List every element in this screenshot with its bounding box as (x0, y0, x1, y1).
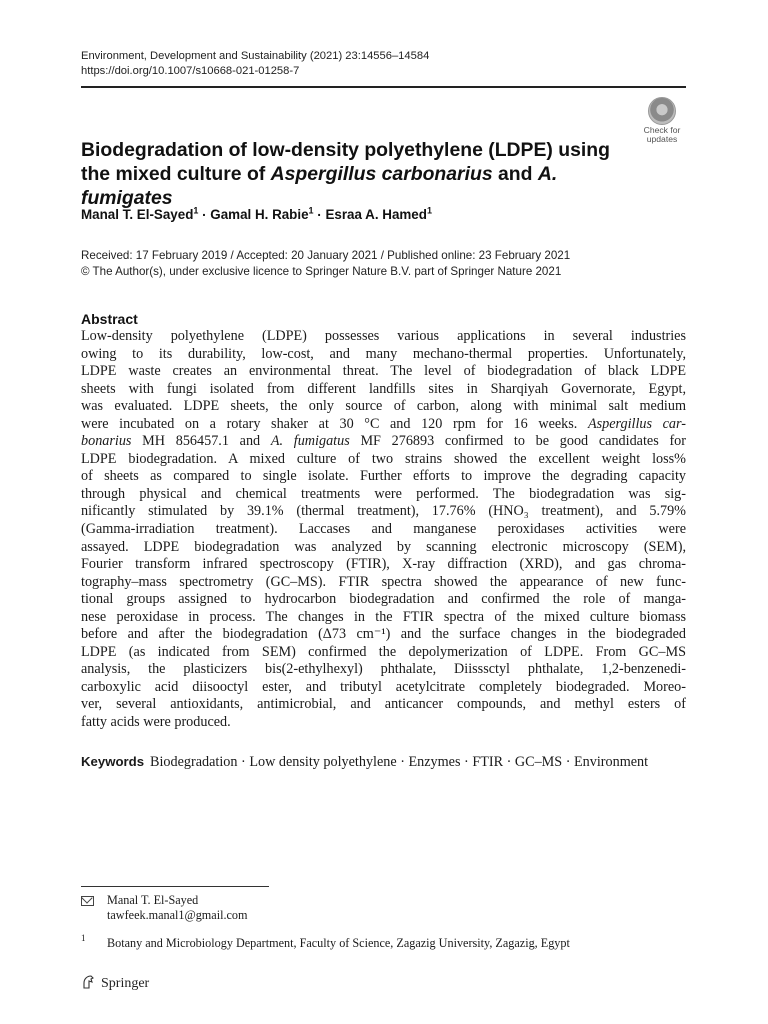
author-list (81, 206, 432, 222)
publication-history (81, 248, 570, 279)
abstract-line: ver, several antioxidants, antimicrobial, and anticancer compounds, and methyl esters of (81, 696, 686, 713)
keywords-text: Biodegradation · Low density polyethylene · Enzymes · FTIR · GC–MS · Environment (150, 754, 649, 770)
title-part-1: Biodegradation of low-density polyethylene (LDPE) using the mixed culture of (81, 139, 610, 185)
abstract-line: nificantly stimulated by 39.1% (thermal treatment), 17.76% (HNO₃ treatment), and 5.79% (81, 503, 686, 520)
corresponding-name: Manal T. El-Sayed (107, 893, 199, 907)
abstract-line: analysis, the plasticizers bis(2-ethylhexyl) phthalate, Diisssctyl phthalate, 1,2-benzenedi- (81, 661, 686, 678)
abstract-line: owing to its durability, low-cost, and many mechano-thermal properties. Unfortunately, (81, 345, 686, 362)
abstract-line: carboxylic acid diisooctyl ester, and tributyl acetylcitrate completely biodegraded. Moreo- (81, 678, 686, 695)
abstract-line: assayed. LDPE biodegradation was analyzed by scanning electronic microscopy (SEM), (81, 538, 686, 555)
keywords-section (81, 753, 686, 772)
badge-line-2: updates (646, 133, 678, 144)
author-affiliation-mark: 1 (308, 206, 314, 216)
affiliation-number: 1 (81, 933, 86, 943)
copyright-line: © The Author(s), under exclusive licence to Springer Nature B.V. part of Springer Nature 2021 (81, 264, 562, 278)
abstract-line: through physical and chemical treatments were performed. The biodegradation was sig- (81, 485, 686, 502)
check-for-updates-badge[interactable] (637, 97, 687, 143)
abstract-line: tography–mass spectrometry (GC–MS). FTIR spectra showed the appearance of new func- (81, 573, 686, 590)
journal-reference: Environment, Development and Sustainability (2021) 23:14556–14584 (81, 50, 430, 62)
abstract-line: of sheets as compared to single isolate. Further efforts to improve the degrading capacity (81, 468, 686, 485)
title-species-2: A. fumigates (81, 163, 558, 209)
history-dates: Received: 17 February 2019 / Accepted: 20 January 2021 / Published online: 23 February 2021 (81, 249, 571, 262)
title-part-2: and (492, 163, 538, 185)
author-name[interactable]: Manal T. El-Sayed$^1$ (81, 206, 199, 223)
abstract-line: nese peroxidase in process. The changes in the FTIR spectra of the mixed culture biomass (81, 608, 686, 625)
author-separator: · (313, 207, 326, 223)
journal-citation (81, 49, 429, 79)
envelope-icon (81, 896, 94, 906)
abstract-heading: Abstract (81, 311, 138, 327)
author-affiliation-mark: 1 (193, 206, 199, 216)
footnote-rule (81, 886, 269, 887)
abstract-text (81, 328, 686, 732)
author-name[interactable]: Esraa A. Hamed$^1$ (325, 206, 432, 223)
check-for-updates-icon (648, 97, 676, 125)
abstract-line: Low-density polyethylene (LDPE) possesses various applications in several industries (81, 328, 686, 344)
title-species-1: Aspergillus carbonarius (270, 163, 493, 185)
header-rule (81, 86, 686, 88)
author-separator: · (198, 207, 211, 223)
abstract-line: LDPE (as indicated from SEM) confirmed the depolymerization of LDPE. From GC–MS (81, 643, 686, 660)
author-name[interactable]: Gamal H. Rabie$^1$ (210, 206, 314, 223)
doi-link[interactable]: https://doi.org/10.1007/s10668-021-01258-7 (81, 65, 300, 77)
abstract-line: tional groups assigned to hydrocarbon biodegradation and confirmed the role of manga- (81, 591, 686, 608)
keywords-label: Keywords (81, 754, 145, 769)
author-affiliation-mark: 1 (426, 206, 432, 216)
affiliation-text: Botany and Microbiology Department, Faculty of Science, Zagazig University, Zagazig, Egypt (107, 936, 570, 950)
abstract-line: were incubated on a rotary shaker at 30 °C and 120 rpm for 16 weeks. Aspergillus car- (81, 415, 686, 432)
corresponding-email[interactable]: tawfeek.manal1@gmail.com (107, 908, 248, 923)
abstract-line: (Gamma-irradiation treatment). Laccases and manganese peroxidases activities were (81, 521, 686, 538)
abstract-line: LDPE biodegradation. A mixed culture of two strains showed the excellent weight loss% (81, 450, 686, 467)
abstract-line: fatty acids were produced. (81, 714, 231, 731)
abstract-line: Fourier transform infrared spectroscopy (FTIR), X-ray diffraction (XRD), and gas chroma- (81, 556, 686, 573)
article-title (81, 138, 641, 210)
abstract-line: was evaluated. LDPE sheets, the only source of carbon, along with minimal salt medium (81, 398, 686, 415)
springer-horse-icon (81, 975, 95, 989)
publisher-name: Springer (101, 976, 150, 991)
abstract-line: sheets with fungi isolated from different landfills sites in Sharqiyah Governorate, Egypt, (81, 380, 686, 397)
publisher-logo (81, 975, 149, 992)
abstract-line: before and after the biodegradation (Δ73 cm⁻¹) and the surface changes in the biodegraded (81, 626, 686, 643)
abstract-line: LDPE waste creates an environmental threat. The level of biodegradation of black LDPE (81, 363, 686, 380)
abstract-line: bonarius MH 856457.1 and A. fumigatus MF 276893 confirmed to be good candidates for (81, 433, 686, 450)
badge-line-1: Check for (643, 125, 681, 135)
